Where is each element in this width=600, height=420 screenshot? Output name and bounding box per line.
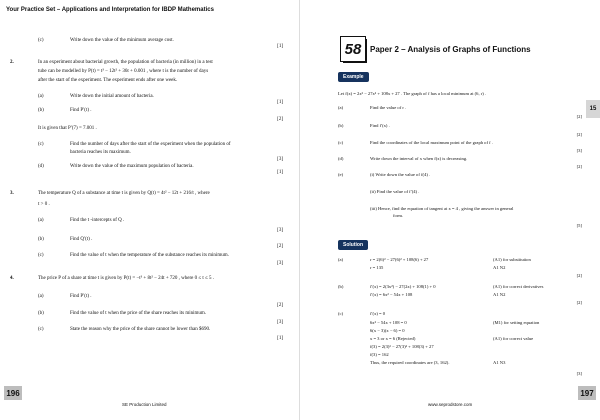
- mark-note: (A1) for correct value: [493, 336, 534, 341]
- solution-line: f′(x) = 2(3x²) − 27(2x) + 108(1) + 0: [370, 284, 436, 289]
- mark-note: (M1) for setting equation: [493, 320, 540, 325]
- item-text: Find the value of t when the price of the share reaches its minimum.: [70, 311, 207, 316]
- item-label: (d): [338, 156, 344, 161]
- item-text: Find the value of t when the temperature of the substance reaches its minimum.: [70, 253, 229, 258]
- given-text: It is given that P′(7) = 7.001 .: [38, 126, 97, 131]
- item-text: Write down the value of the minimum average cost.: [70, 38, 174, 43]
- solution-line: 6(x − 3)(x − 6) = 0: [370, 328, 405, 333]
- item-label: (c): [38, 142, 44, 147]
- item-label: (a): [338, 257, 344, 262]
- marks: [2]: [277, 303, 283, 308]
- mark-note: A1 N3: [493, 360, 506, 365]
- item-label: (a): [38, 94, 44, 99]
- page-number: 196: [4, 386, 22, 400]
- item-label: (c): [338, 311, 344, 316]
- marks: [1]: [277, 44, 283, 49]
- marks: [2]: [576, 164, 582, 169]
- marks: [2]: [576, 273, 582, 278]
- item-text: (ii) Find the value of f′(4) .: [370, 189, 420, 194]
- item-label: (b): [38, 237, 44, 242]
- marks: [3]: [576, 371, 582, 376]
- solution-line: f(3) = 2(3)³ − 27(3)² + 108(3) + 27: [370, 344, 434, 349]
- question-text: The price P of a share at time t is given by P(t) = −t³ + 8t² − 24t + 720 , where 0 ≤ t ≤ 5 .: [38, 276, 214, 281]
- marks: [2]: [576, 114, 582, 119]
- item-text: Find the coordinates of the local maximum point of the graph of f .: [370, 140, 493, 145]
- item-text: Find f′(x) .: [370, 123, 390, 128]
- item-label: (b): [338, 123, 344, 128]
- item-label: (a): [38, 218, 44, 223]
- item-text: bacteria reaches its maximum.: [70, 150, 131, 155]
- item-label: (c): [338, 140, 344, 145]
- marks: [3]: [277, 320, 283, 325]
- item-text: Write down the interval of x when f(x) is decreasing.: [370, 156, 468, 161]
- solution-line: Thus, the required coordinates are (3, 162).: [370, 360, 450, 365]
- item-text: Find the t -intercepts of Q .: [70, 218, 125, 223]
- item-label: (b): [38, 311, 44, 316]
- item-text: (i) Write down the value of f(4) .: [370, 172, 431, 177]
- question-text: In an experiment about bacterial growth, the population of bacteria (in million) in a test: [38, 60, 213, 65]
- item-label: (c): [38, 327, 44, 332]
- question-text: after the start of the experiment. The experiment ends after one week.: [38, 78, 178, 83]
- solution-line: f′(x) = 0: [370, 311, 386, 316]
- marks: [3]: [277, 228, 283, 233]
- book-header: Your Practice Set – Applications and Interpretation for IBDP Mathematics: [6, 7, 214, 13]
- marks: [1]: [277, 170, 283, 175]
- question-number: 3.: [10, 191, 14, 196]
- mark-note: (A1) for correct derivatives: [493, 284, 544, 289]
- item-text: Find Q′(t) .: [70, 237, 93, 242]
- question-text: t > 0 .: [38, 202, 50, 207]
- example-intro: Let f(x) = 2x³ − 27x² + 108x + 27 . The graph of f has a local minimum at (6, r) .: [338, 91, 487, 96]
- item-text: (iii) Hence, find the equation of tangent at x = 4 , giving the answer in general: [370, 206, 514, 211]
- item-text: State the reason why the price of the share cannot be lower than $690.: [70, 327, 211, 332]
- item-text: form.: [393, 213, 404, 218]
- mark-note: A1 N2: [493, 292, 506, 297]
- marks: [2]: [576, 132, 582, 137]
- item-text: Write down the value of the maximum population of bacteria.: [70, 164, 194, 169]
- marks: [3]: [277, 261, 283, 266]
- page-number: 197: [578, 386, 596, 400]
- item-text: Find the value of r .: [370, 105, 407, 110]
- marks: [3]: [277, 157, 283, 162]
- item-label: (b): [38, 108, 44, 113]
- question-number: 2.: [10, 60, 14, 65]
- marks: [2]: [277, 244, 283, 249]
- solution-line: r = 135: [370, 265, 384, 270]
- chapter-side-tab[interactable]: 15: [586, 100, 600, 118]
- item-text: Find P′(t) .: [70, 108, 92, 113]
- item-label: (c): [38, 38, 44, 43]
- item-label: (a): [38, 294, 44, 299]
- marks: [2]: [277, 117, 283, 122]
- mark-note: (A1) for substitution: [493, 257, 531, 262]
- example-badge: Example: [338, 72, 369, 82]
- footer-text: www.seprodstore.com: [428, 402, 473, 407]
- item-label: (d): [38, 164, 44, 169]
- chapter-number-badge: 58: [340, 36, 366, 62]
- question-number: 4.: [10, 276, 14, 281]
- solution-line: f′(x) = 6x² − 54x + 108: [370, 292, 413, 297]
- solution-line: 6x² − 54x + 108 = 0: [370, 320, 407, 325]
- marks: [1]: [277, 336, 283, 341]
- item-label: (b): [338, 284, 344, 289]
- item-label: (e): [338, 172, 344, 177]
- mark-note: A1 N2: [493, 265, 506, 270]
- marks: [5]: [576, 223, 582, 228]
- question-text: tube can be modelled by P(t) = t³ − 12t² + 36t + 0.001 , where t is the number of days: [38, 69, 209, 74]
- solution-line: r = 2(6)³ − 27(6)² + 108(6) + 27: [370, 257, 429, 262]
- marks: [3]: [576, 148, 582, 153]
- item-label: (c): [38, 253, 44, 258]
- item-text: Find the number of days after the start of the experiment when the population of: [70, 142, 231, 147]
- chapter-title: Paper 2 – Analysis of Graphs of Functions: [370, 45, 531, 54]
- item-label: (a): [338, 105, 344, 110]
- marks: [1]: [277, 100, 283, 105]
- footer-text: SE Production Limited: [122, 402, 167, 407]
- solution-line: x = 3 or x = 6 (Rejected): [370, 336, 416, 341]
- solution-badge: Solution: [338, 240, 368, 250]
- item-text: Write down the initial amount of bacteria.: [70, 94, 154, 99]
- item-text: Find P′(t) .: [70, 294, 92, 299]
- question-text: The temperature Q of a substance at time t is given by Q(t) = 4t² − 12t + 216/t , where: [38, 191, 210, 196]
- solution-line: f(3) = 162: [370, 352, 389, 357]
- marks: [2]: [576, 300, 582, 305]
